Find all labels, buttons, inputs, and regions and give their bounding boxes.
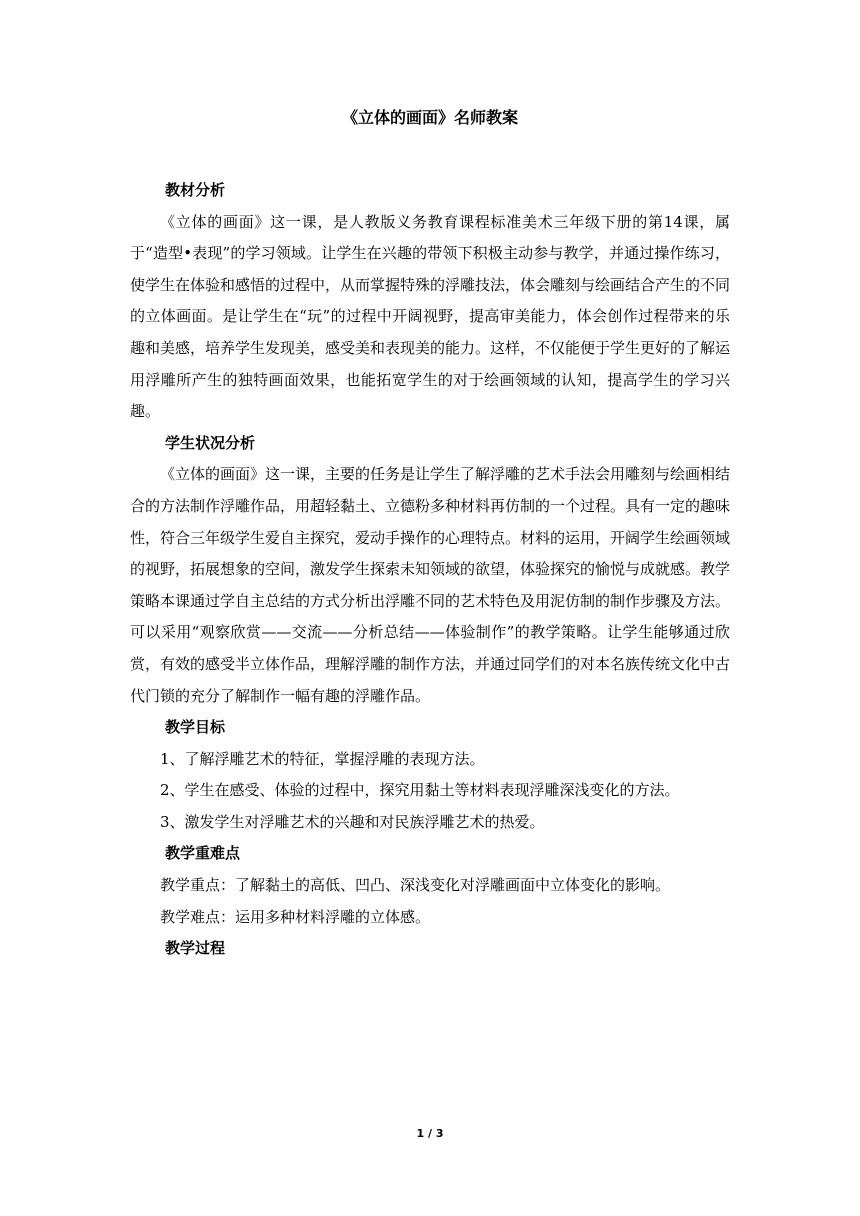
section-paragraph: 《立体的画面》这一课，是人教版义务教育课程标准美术三年级下册的第14课，属于“造型•表现”的学习领域。让学生在兴趣的带领下积极主动参与教学，并通过操作练习，使学生在体验和感悟的过程中，从而掌握特殊的浮雕技法，体会雕刻与绘画结合产生的不同的立体画面。是让学生在“玩”的过程中开阔视野，提高审美能力，体会创作过程带来的乐趣和美感，培养学生发现美，感受美和表现美的能力。这样，不仅能便于学生更好的了解运用浮雕所产生的独特画面效果，也能拓宽学生的对于绘画领域的认知，提高学生的学习兴趣。 [130, 212, 731, 421]
section-heading: 教学目标 [165, 718, 226, 737]
document-body [130, 175, 730, 965]
section-heading: 学生状况分析 [165, 433, 256, 452]
section-paragraph: 《立体的画面》这一课，主要的任务是让学生了解浮雕的艺术手法会用雕刻与绘画相结合的方法制作浮雕作品，用超轻黏土、立德粉多种材料再仿制的一个过程。具有一定的趣味性，符合三年级学生爱自主探究，爱动手操作的心理特点。材料的运用，开阔学生绘画领域的视野，拓展想象的空间，激发学生探索未知领域的欲望，体验探究的愉悦与成就感。教学策略本课通过学自主总结的方式分析出浮雕不同的艺术特色及用泥仿制的制作步骤及方法。可以采用“观察欣赏——交流——分析总结——体验制作”的教学策略。让学生能够通过欣赏，有效的感受半立体作品，理解浮雕的制作方法，并通过同学们的对本名族传统文化中古代门锁的充分了解制作一幅有趣的浮雕作品。 [130, 465, 731, 705]
difficult-point: 教学难点：运用多种材料浮雕的立体感。 [160, 907, 431, 926]
goal-item: 1、了解浮雕艺术的特征，掌握浮雕的表现方法。 [160, 749, 485, 768]
section-student-analysis [130, 428, 730, 712]
document-title: 《立体的画面》名师教案 [341, 108, 518, 127]
section-heading: 教学重难点 [165, 844, 241, 863]
key-point: 教学重点：了解黏土的高低、凹凸、深浅变化对浮雕画面中立体变化的影响。 [160, 876, 671, 895]
section-textbook-analysis [130, 175, 730, 428]
goal-item: 3、激发学生对浮雕艺术的兴趣和对民族浮雕艺术的热爱。 [160, 812, 545, 831]
section-heading: 教学过程 [165, 939, 226, 958]
section-key-difficult-points [130, 838, 730, 933]
page-number: 1 / 3 [416, 1127, 444, 1140]
section-teaching-process [130, 933, 730, 965]
section-heading: 教材分析 [165, 181, 226, 199]
goal-item: 2、学生在感受、体验的过程中，探究用黏土等材料表现浮雕深浅变化的方法。 [160, 781, 680, 800]
section-teaching-goals [130, 712, 730, 838]
